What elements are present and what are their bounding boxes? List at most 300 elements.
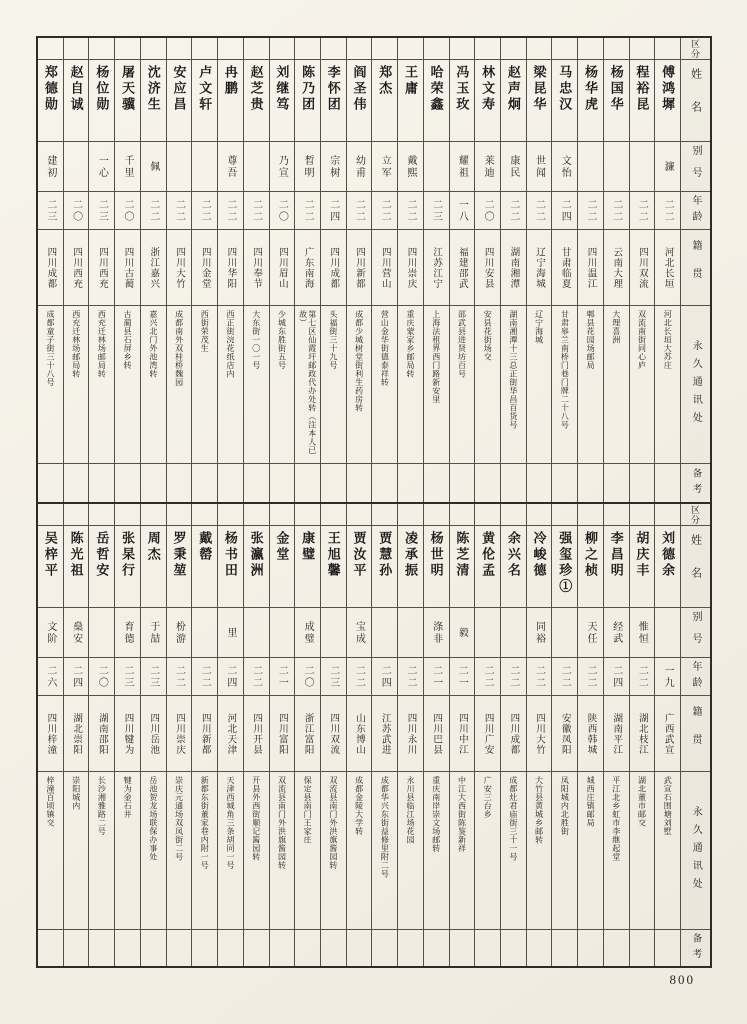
person-address: 崇阳城内 [64,772,89,930]
person-remarks [655,464,680,502]
person-age: 二二 [347,658,372,696]
person-name: 赵自诚 [64,60,89,142]
person-name: 余兴名 [501,526,526,608]
category-cell [578,504,603,526]
person-origin: 四川眉山 [270,230,295,306]
category-cell [115,38,140,60]
person-remarks [167,930,192,966]
person-origin: 四川大竹 [167,230,192,306]
person-remarks [89,930,114,966]
person-origin: 河北长垣 [655,230,680,306]
category-cell [347,504,372,526]
person-remarks [424,930,449,966]
person-name: 马忠汉 [552,60,577,142]
category-cell [270,38,295,60]
person-alias: 宝成 [347,608,372,658]
person-origin: 四川崇庆 [398,230,423,306]
category-cell [64,38,89,60]
person-age: 二二 [295,192,320,230]
person-age: 二二 [604,192,629,230]
person-name: 周杰 [141,526,166,608]
person-remarks [347,464,372,502]
person-age: 二三 [115,658,140,696]
person-address: 岳池贺龙场联保办事处 [141,772,166,930]
person-remarks [552,930,577,966]
person-remarks [115,930,140,966]
person-entry-column [243,38,269,502]
person-remarks [141,464,166,502]
person-name: 王旭馨 [321,526,346,608]
person-name: 杨世明 [424,526,449,608]
person-origin: 四川巴县 [424,696,449,772]
label-origin: 籍贯 [681,696,710,772]
person-name: 陈乃团 [295,60,320,142]
category-cell [398,504,423,526]
person-alias [424,142,449,192]
person-name: 岳哲安 [89,526,114,608]
person-alias: 幼甫 [347,142,372,192]
person-name: 阎圣伟 [347,60,372,142]
label-category: 区分 [681,504,710,526]
person-age: 二四 [372,658,397,696]
person-remarks [218,930,243,966]
category-cell [372,504,397,526]
person-entry-column [88,38,114,502]
category-cell [501,504,526,526]
field-label-column [680,504,710,966]
person-name: 梁昆华 [527,60,552,142]
person-entry-column [526,38,552,502]
person-alias [89,608,114,658]
label-category: 区分 [681,38,710,60]
person-age: 二二 [655,192,680,230]
label-alias: 别号 [681,142,710,192]
person-name: 赵芝贵 [244,60,269,142]
person-age: 一八 [450,192,475,230]
person-origin: 湖北崇阳 [64,696,89,772]
person-address: 双流县南门外洪旗酱园转 [270,772,295,930]
person-entry-column [423,38,449,502]
category-cell [527,504,552,526]
category-cell [347,38,372,60]
person-age: 二四 [604,658,629,696]
category-cell [218,38,243,60]
person-age: 二三 [141,658,166,696]
person-entry-column [38,38,63,502]
person-age: 二四 [321,192,346,230]
person-address: 湖南湘潭十三总正街华昌百货号 [501,306,526,464]
person-origin: 四川崇庆 [167,696,192,772]
person-entry-column [346,38,372,502]
person-alias: 天任 [578,608,603,658]
category-cell [475,504,500,526]
person-entry-column [551,38,577,502]
person-alias: 耀祖 [450,142,475,192]
person-remarks [655,930,680,966]
category-cell [604,38,629,60]
person-entry-column [166,504,192,966]
person-origin: 四川新都 [347,230,372,306]
person-age: 二二 [501,192,526,230]
person-alias [655,608,680,658]
person-alias: 佩 [141,142,166,192]
person-age: 二二 [527,192,552,230]
person-address: 第七区仙霞圩邮政代办处转（注本人已故） [295,306,320,464]
person-alias [192,608,217,658]
person-entry-column [320,38,346,502]
person-age: 二二 [192,192,217,230]
person-alias: 莱迪 [475,142,500,192]
person-origin: 广东南海 [295,230,320,306]
person-alias: 立军 [372,142,397,192]
person-name: 赵声炯 [501,60,526,142]
person-age: 二二 [167,658,192,696]
person-alias: 枌游 [167,608,192,658]
person-origin: 安徽凤阳 [552,696,577,772]
person-name: 屠天骥 [115,60,140,142]
person-entry-column [140,38,166,502]
person-age: 二二 [244,658,269,696]
person-remarks [38,930,63,966]
person-entry-column [474,504,500,966]
person-name: 贾慧孙 [372,526,397,608]
person-remarks [578,930,603,966]
person-alias: 同裕 [527,608,552,658]
person-origin: 四川大竹 [527,696,552,772]
person-entry-column [38,504,63,966]
person-age: 二二 [192,658,217,696]
person-name: 强玺珍① [552,526,577,608]
person-alias [475,608,500,658]
category-cell [295,38,320,60]
person-alias [630,142,655,192]
person-name: 金堂 [270,526,295,608]
person-age: 二三 [89,192,114,230]
person-alias [64,142,89,192]
person-remarks [372,464,397,502]
person-origin: 河北天津 [218,696,243,772]
person-remarks [244,930,269,966]
category-cell [655,504,680,526]
person-address: 西正街浣花纸店内 [218,306,243,464]
person-address: 头福街三十九号 [321,306,346,464]
person-alias [192,142,217,192]
person-address: 重庆南岸崇文场邮转 [424,772,449,930]
category-cell [450,38,475,60]
person-alias: 晳明 [295,142,320,192]
person-remarks [89,464,114,502]
person-address: 重庆蒙家乡邮局转 [398,306,423,464]
person-name: 张杲行 [115,526,140,608]
person-remarks [527,464,552,502]
person-origin: 四川西充 [64,230,89,306]
person-entry-column [88,504,114,966]
person-alias: 于喆 [141,608,166,658]
person-age: 二〇 [115,192,140,230]
category-cell [424,38,449,60]
person-address: 邵武县进贤坊百号 [450,306,475,464]
person-origin: 四川双流 [630,230,655,306]
person-entry-column [449,504,475,966]
person-address: 保定县南门王家庄 [295,772,320,930]
person-age: 二〇 [89,658,114,696]
person-remarks [578,464,603,502]
person-age: 二〇 [295,658,320,696]
person-entry-column [114,38,140,502]
person-address: 中江大西街陈鉴新祥 [450,772,475,930]
person-address: 成都南外双桂桥魏园 [167,306,192,464]
person-origin: 湖北枝江 [630,696,655,772]
person-name: 沈济生 [141,60,166,142]
person-name: 陈芝清 [450,526,475,608]
person-origin: 四川富阳 [270,696,295,772]
person-origin: 江苏武进 [372,696,397,772]
person-origin: 四川金堂 [192,230,217,306]
person-origin: 浙江富阳 [295,696,320,772]
person-origin: 湖南邵阳 [89,696,114,772]
category-cell [295,504,320,526]
person-age: 二〇 [64,192,89,230]
person-origin: 四川成都 [321,230,346,306]
person-address: 大理喜洲 [604,306,629,464]
person-alias: 里 [218,608,243,658]
person-alias: 育德 [115,608,140,658]
person-alias: 惟恒 [630,608,655,658]
person-remarks [192,930,217,966]
person-address: 广安三台乡 [475,772,500,930]
person-age: 二二 [630,658,655,696]
person-address: 古蔺县石屏乡转 [115,306,140,464]
person-address: 双流南街同心庐 [630,306,655,464]
category-cell [38,504,63,526]
category-cell [167,504,192,526]
person-address: 郫县花园场邮局 [578,306,603,464]
category-cell [89,504,114,526]
person-remarks [295,930,320,966]
person-age: 二一 [270,658,295,696]
category-cell [321,504,346,526]
label-name: 姓名 [681,60,710,142]
person-name: 冷峻德 [527,526,552,608]
category-cell [501,38,526,60]
person-entry-column [191,504,217,966]
person-name: 杨华虎 [578,60,603,142]
person-age: 一九 [655,658,680,696]
person-alias: 尊吾 [218,142,243,192]
category-cell [578,38,603,60]
category-cell [141,504,166,526]
person-origin: 四川广安 [475,696,500,772]
page-number: 800 [669,972,695,987]
person-name: 李怀团 [321,60,346,142]
person-remarks [141,930,166,966]
person-remarks [321,464,346,502]
person-entry-column [294,504,320,966]
person-address: 天津西城角三条胡同一号 [218,772,243,930]
person-alias [270,608,295,658]
person-age: 二二 [218,192,243,230]
person-remarks [38,464,63,502]
person-remarks [321,930,346,966]
person-name: 康璧 [295,526,320,608]
person-alias [321,608,346,658]
person-name: 罗秉堃 [167,526,192,608]
person-origin: 四川永川 [398,696,423,772]
person-name: 李昌明 [604,526,629,608]
person-remarks [604,930,629,966]
person-alias: 建初 [38,142,63,192]
person-address: 少城东胜街五号 [270,306,295,464]
person-name: 卢文轩 [192,60,217,142]
person-address: 西充迁林场邮局转 [89,306,114,464]
person-name: 凌承振 [398,526,423,608]
person-name: 郑德勋 [38,60,63,142]
person-remarks [244,464,269,502]
person-entry-column [320,504,346,966]
person-origin: 四川古蔺 [115,230,140,306]
person-alias: 燊安 [64,608,89,658]
person-origin: 甘肃临夏 [552,230,577,306]
person-alias: 康民 [501,142,526,192]
person-age: 二二 [398,192,423,230]
person-origin: 四川开县 [244,696,269,772]
category-cell [424,504,449,526]
person-remarks [630,930,655,966]
person-alias [578,142,603,192]
person-name: 陈光祖 [64,526,89,608]
person-origin: 云南大理 [604,230,629,306]
person-entry-column [577,504,603,966]
person-address: 武宣石围塘刘墅 [655,772,680,930]
person-address: 成都灶君庙街三十一号 [501,772,526,930]
person-alias: 毅 [450,608,475,658]
category-cell [552,38,577,60]
person-age: 二二 [578,192,603,230]
person-origin: 四川温江 [578,230,603,306]
person-name: 冯玉玫 [450,60,475,142]
label-remarks: 备考 [690,467,701,499]
person-origin: 四川安县 [475,230,500,306]
person-age: 二〇 [270,192,295,230]
person-alias [372,608,397,658]
person-address: 大东街一〇一号 [244,306,269,464]
person-alias [244,608,269,658]
person-age: 二六 [38,658,63,696]
person-entry-column [63,38,89,502]
person-entry-column [629,38,655,502]
person-origin: 辽宁海城 [527,230,552,306]
person-entry-column [243,504,269,966]
category-cell [321,38,346,60]
person-address: 成都华兴东街益修里附二号 [372,772,397,930]
person-age: 二一 [450,658,475,696]
person-alias [167,142,192,192]
person-name: 戴罃 [192,526,217,608]
category-cell [89,38,114,60]
person-alias: 经武 [604,608,629,658]
person-name: 柳之桢 [578,526,603,608]
person-address: 凤阳城内北胜街 [552,772,577,930]
person-name: 程裕昆 [630,60,655,142]
person-age: 二二 [244,192,269,230]
person-alias: 宗树 [321,142,346,192]
person-origin: 山东博山 [347,696,372,772]
person-name: 吴梓平 [38,526,63,608]
person-entry-column [269,38,295,502]
person-alias [244,142,269,192]
person-name: 林文寿 [475,60,500,142]
person-alias [552,608,577,658]
label-name: 姓名 [681,526,710,608]
person-entry-column [191,38,217,502]
person-remarks [398,464,423,502]
person-entry-column [166,38,192,502]
person-name: 王庸 [398,60,423,142]
person-name: 黄伦孟 [475,526,500,608]
person-age: 二二 [141,192,166,230]
person-entry-column [397,504,423,966]
register-table-top [38,38,710,502]
person-name: 杨国华 [604,60,629,142]
label-age: 年龄 [681,658,710,696]
category-cell [244,38,269,60]
person-name: 刘继笃 [270,60,295,142]
person-age: 二四 [64,658,89,696]
person-remarks [270,930,295,966]
person-remarks [527,930,552,966]
person-origin: 四川梓潼 [38,696,63,772]
person-origin: 四川新都 [192,696,217,772]
register-frame [36,36,712,968]
person-entry-column [397,38,423,502]
person-remarks [450,930,475,966]
person-remarks [347,930,372,966]
person-address: 安县花街场交 [475,306,500,464]
person-address: 成都童子街三十八号 [38,306,63,464]
category-cell [244,504,269,526]
person-remarks [630,464,655,502]
category-cell [64,504,89,526]
person-address: 大竹县黄城乡邮转 [527,772,552,930]
person-name: 郑杰 [372,60,397,142]
person-origin: 四川成都 [38,230,63,306]
person-address: 开县外西街顺记酱园转 [244,772,269,930]
person-address: 甘肃皋兰南桥门巷门牌二十八号 [552,306,577,464]
label-address: 永久通讯处 [681,306,710,464]
person-entry-column [294,38,320,502]
person-name: 傅鸿墀 [655,60,680,142]
person-age: 二四 [218,658,243,696]
person-name: 贾汝平 [347,526,372,608]
person-remarks [604,464,629,502]
category-cell [192,504,217,526]
person-remarks [64,464,89,502]
person-remarks [475,930,500,966]
category-cell [450,504,475,526]
person-origin: 四川成都 [501,696,526,772]
person-entry-column [423,504,449,966]
person-age: 二二 [475,658,500,696]
person-remarks [270,464,295,502]
person-entry-column [500,504,526,966]
person-address: 成都少城树堂街利生药房转 [347,306,372,464]
person-alias: 文阶 [38,608,63,658]
person-remarks [475,464,500,502]
person-remarks [450,464,475,502]
person-entry-column [371,38,397,502]
person-alias: 濂 [655,142,680,192]
person-alias: 千里 [115,142,140,192]
